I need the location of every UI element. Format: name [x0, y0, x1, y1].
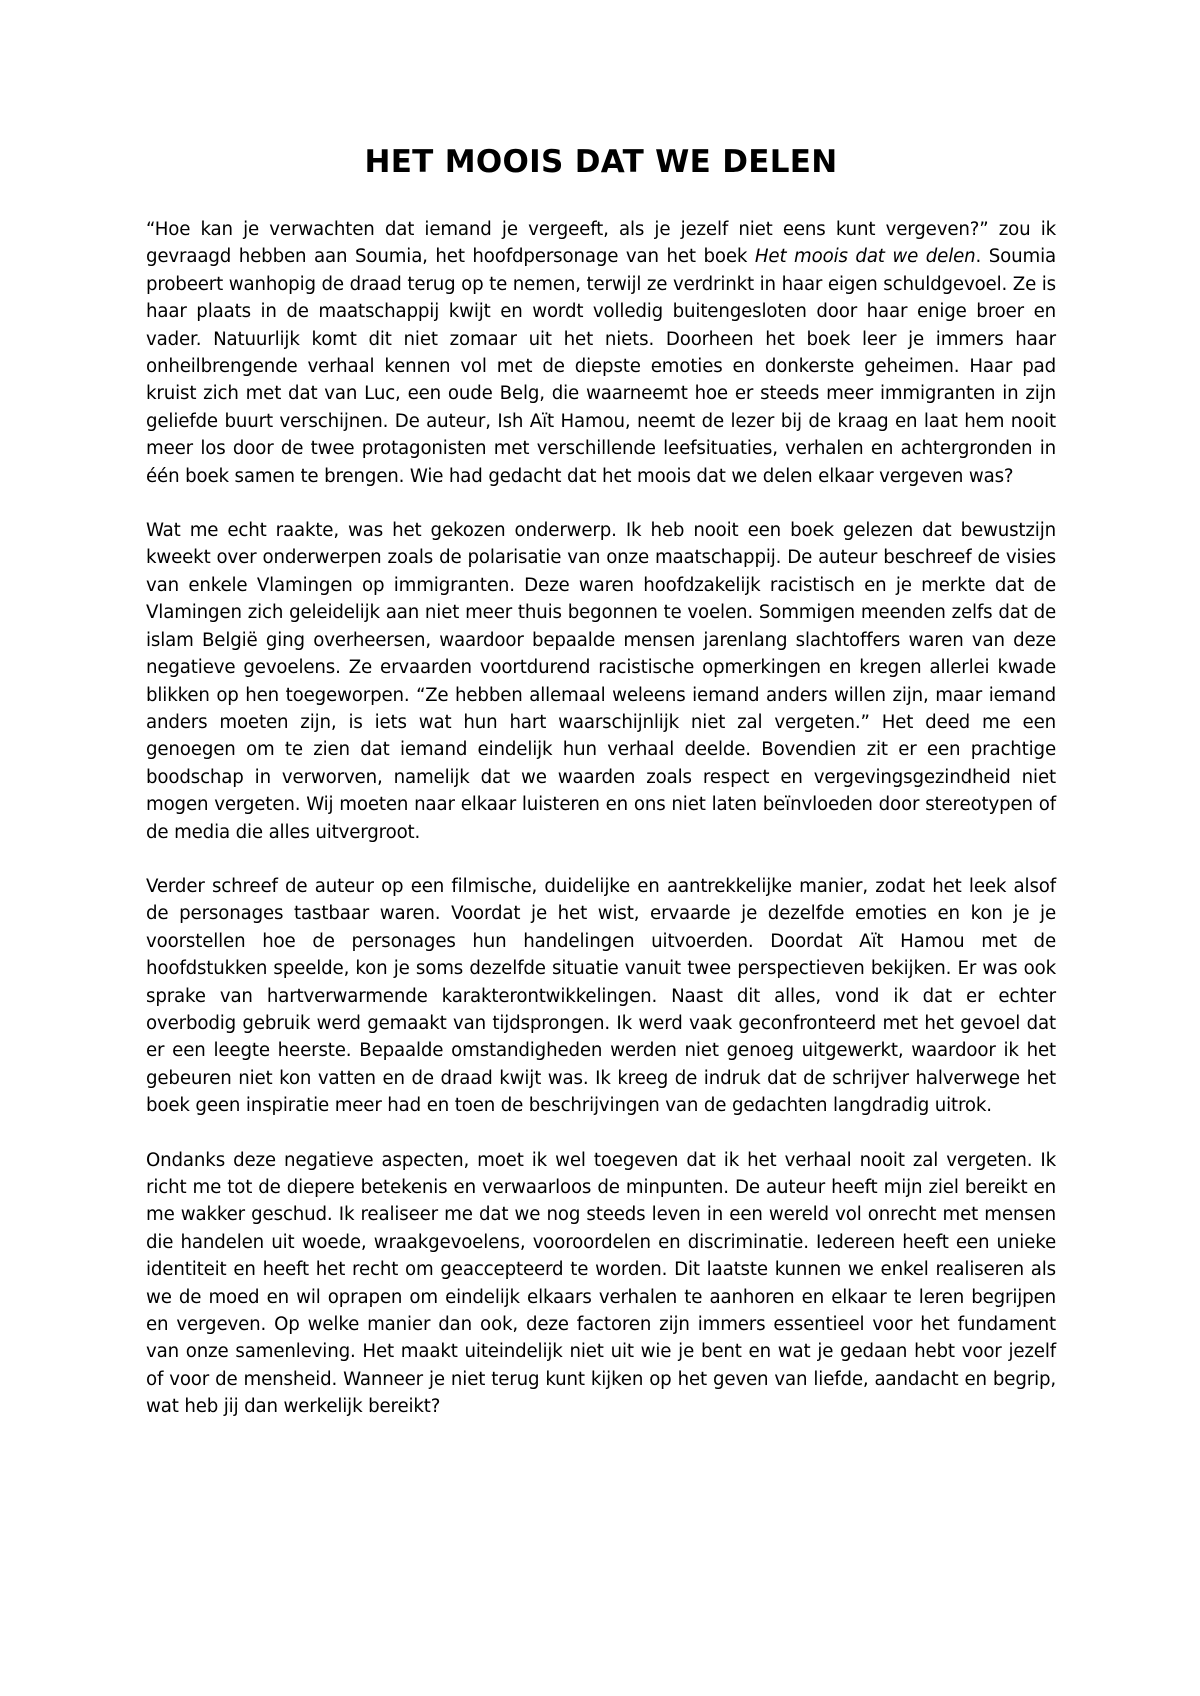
- book-title-italic: Het moois dat we delen: [754, 246, 976, 268]
- paragraph-1-text-start: “Hoe kan je verwachten dat iemand je vergeeft, als je jezelf niet eens kunt vergeven?” zou ik gevraagd hebben aan Soumia, het hoofdpersonage van het boek: [146, 219, 1056, 268]
- paragraph-1-text-end: . Soumia probeert wanhopig de draad terug op te nemen, terwijl ze verdrinkt in haar eigen schuldgevoel. Ze is haar plaats in de maatschappij kwijt en wordt volledig buitengesloten door haar enige broer en vader. Natuurlijk komt dit niet zomaar uit het niets. Doorheen het boek leer je immers haar onheilbrengende verhaal kennen vol met de diepste emoties en donkerste geheimen. Haar pad kruist zich met dat van Luc, een oude Belg, die waarneemt hoe er steeds meer immigranten in zijn geliefde buurt verschijnen. De auteur, Ish Aït Hamou, neemt de lezer bij de kraag en laat hem nooit meer los door de twee protagonisten met verschillende leefsituaties, verhalen en achtergronden in één boek samen te brengen. Wie had gedacht dat het moois dat we delen elkaar vergeven was?: [146, 246, 1056, 487]
- paragraph-4: Ondanks deze negatieve aspecten, moet ik wel toegeven dat ik het verhaal nooit zal vergeten. Ik richt me tot de diepere betekenis en verwaarloos de minpunten. De auteur heeft mijn ziel bereikt en me wakker geschud. Ik realiseer me dat we nog steeds leven in een wereld vol onrecht met mensen die handelen uit woede, wraakgevoelens, vooroordelen en discriminatie. Iedereen heeft een unieke identiteit en heeft het recht om geaccepteerd te worden. Dit laatste kunnen we enkel realiseren als we de moed en wil oprapen om eindelijk elkaars verhalen te aanhoren en elkaar te leren begrijpen en vergeven. Op welke manier dan ook, deze factoren zijn immers essentieel voor het fundament van onze samenleving. Het maakt uiteindelijk niet uit wie je bent en wat je gedaan hebt voor jezelf of voor de mensheid. Wanneer je niet terug kunt kijken op het geven van liefde, aandacht en begrip, wat heb jij dan werkelijk bereikt?: [146, 1149, 1056, 1418]
- page-title: HET MOOIS DAT WE DELEN: [364, 144, 838, 180]
- paragraph-1: [146, 216, 1056, 490]
- paragraph-3: Verder schreef de auteur op een filmische, duidelijke en aantrekkelijke manier, zodat het leek alsof de personages tastbaar waren. Voordat je het wist, ervaarde je dezelfde emoties en kon je je voorstellen hoe de personages hun handelingen uitvoerden. Doordat Aït Hamou met de hoofdstukken speelde, kon je soms dezelfde situatie vanuit twee perspectieven bekijken. Er was ook sprake van hartverwarmende karakterontwikkelingen. Naast dit alles, vond ik dat er echter overbodig gebruik werd gemaakt van tijdsprongen. Ik werd vaak geconfronteerd met het gevoel dat er een leegte heerste. Bepaalde omstandigheden werden niet genoeg uitgewerkt, waardoor ik het gebeuren niet kon vatten en de draad kwijt was. Ik kreeg de indruk dat de schrijver halverwege het boek geen inspiratie meer had en toen de beschrijvingen van de gedachten langdradig uitrok.: [146, 875, 1056, 1117]
- document-body: [146, 142, 1056, 1448]
- paragraph-2: Wat me echt raakte, was het gekozen onderwerp. Ik heb nooit een boek gelezen dat bewustzijn kweekt over onderwerpen zoals de polarisatie van onze maatschappij. De auteur beschreef de visies van enkele Vlamingen op immigranten. Deze waren hoofdzakelijk racistisch en je merkte dat de Vlamingen zich geleidelijk aan niet meer thuis begonnen te voelen. Sommigen meenden zelfs dat de islam België ging overheersen, waardoor bepaalde mensen jarenlang slachtoffers waren van deze negatieve gevoelens. Ze ervaarden voortdurend racistische opmerkingen en kregen allerlei kwade blikken op hen toegeworpen. “Ze hebben allemaal weleens iemand anders willen zijn, maar iemand anders moeten zijn, is iets wat hun hart waarschijnlijk niet zal vergeten.” Het deed me een genoegen om te zien dat iemand eindelijk hun verhaal deelde. Bovendien zit er een prachtige boodschap in verworven, namelijk dat we waarden zoals respect en vergevingsgezindheid niet mogen vergeten. Wij moeten naar elkaar luisteren en ons niet laten beïnvloeden door stereotypen of de media die alles uitvergroot.: [146, 520, 1056, 843]
